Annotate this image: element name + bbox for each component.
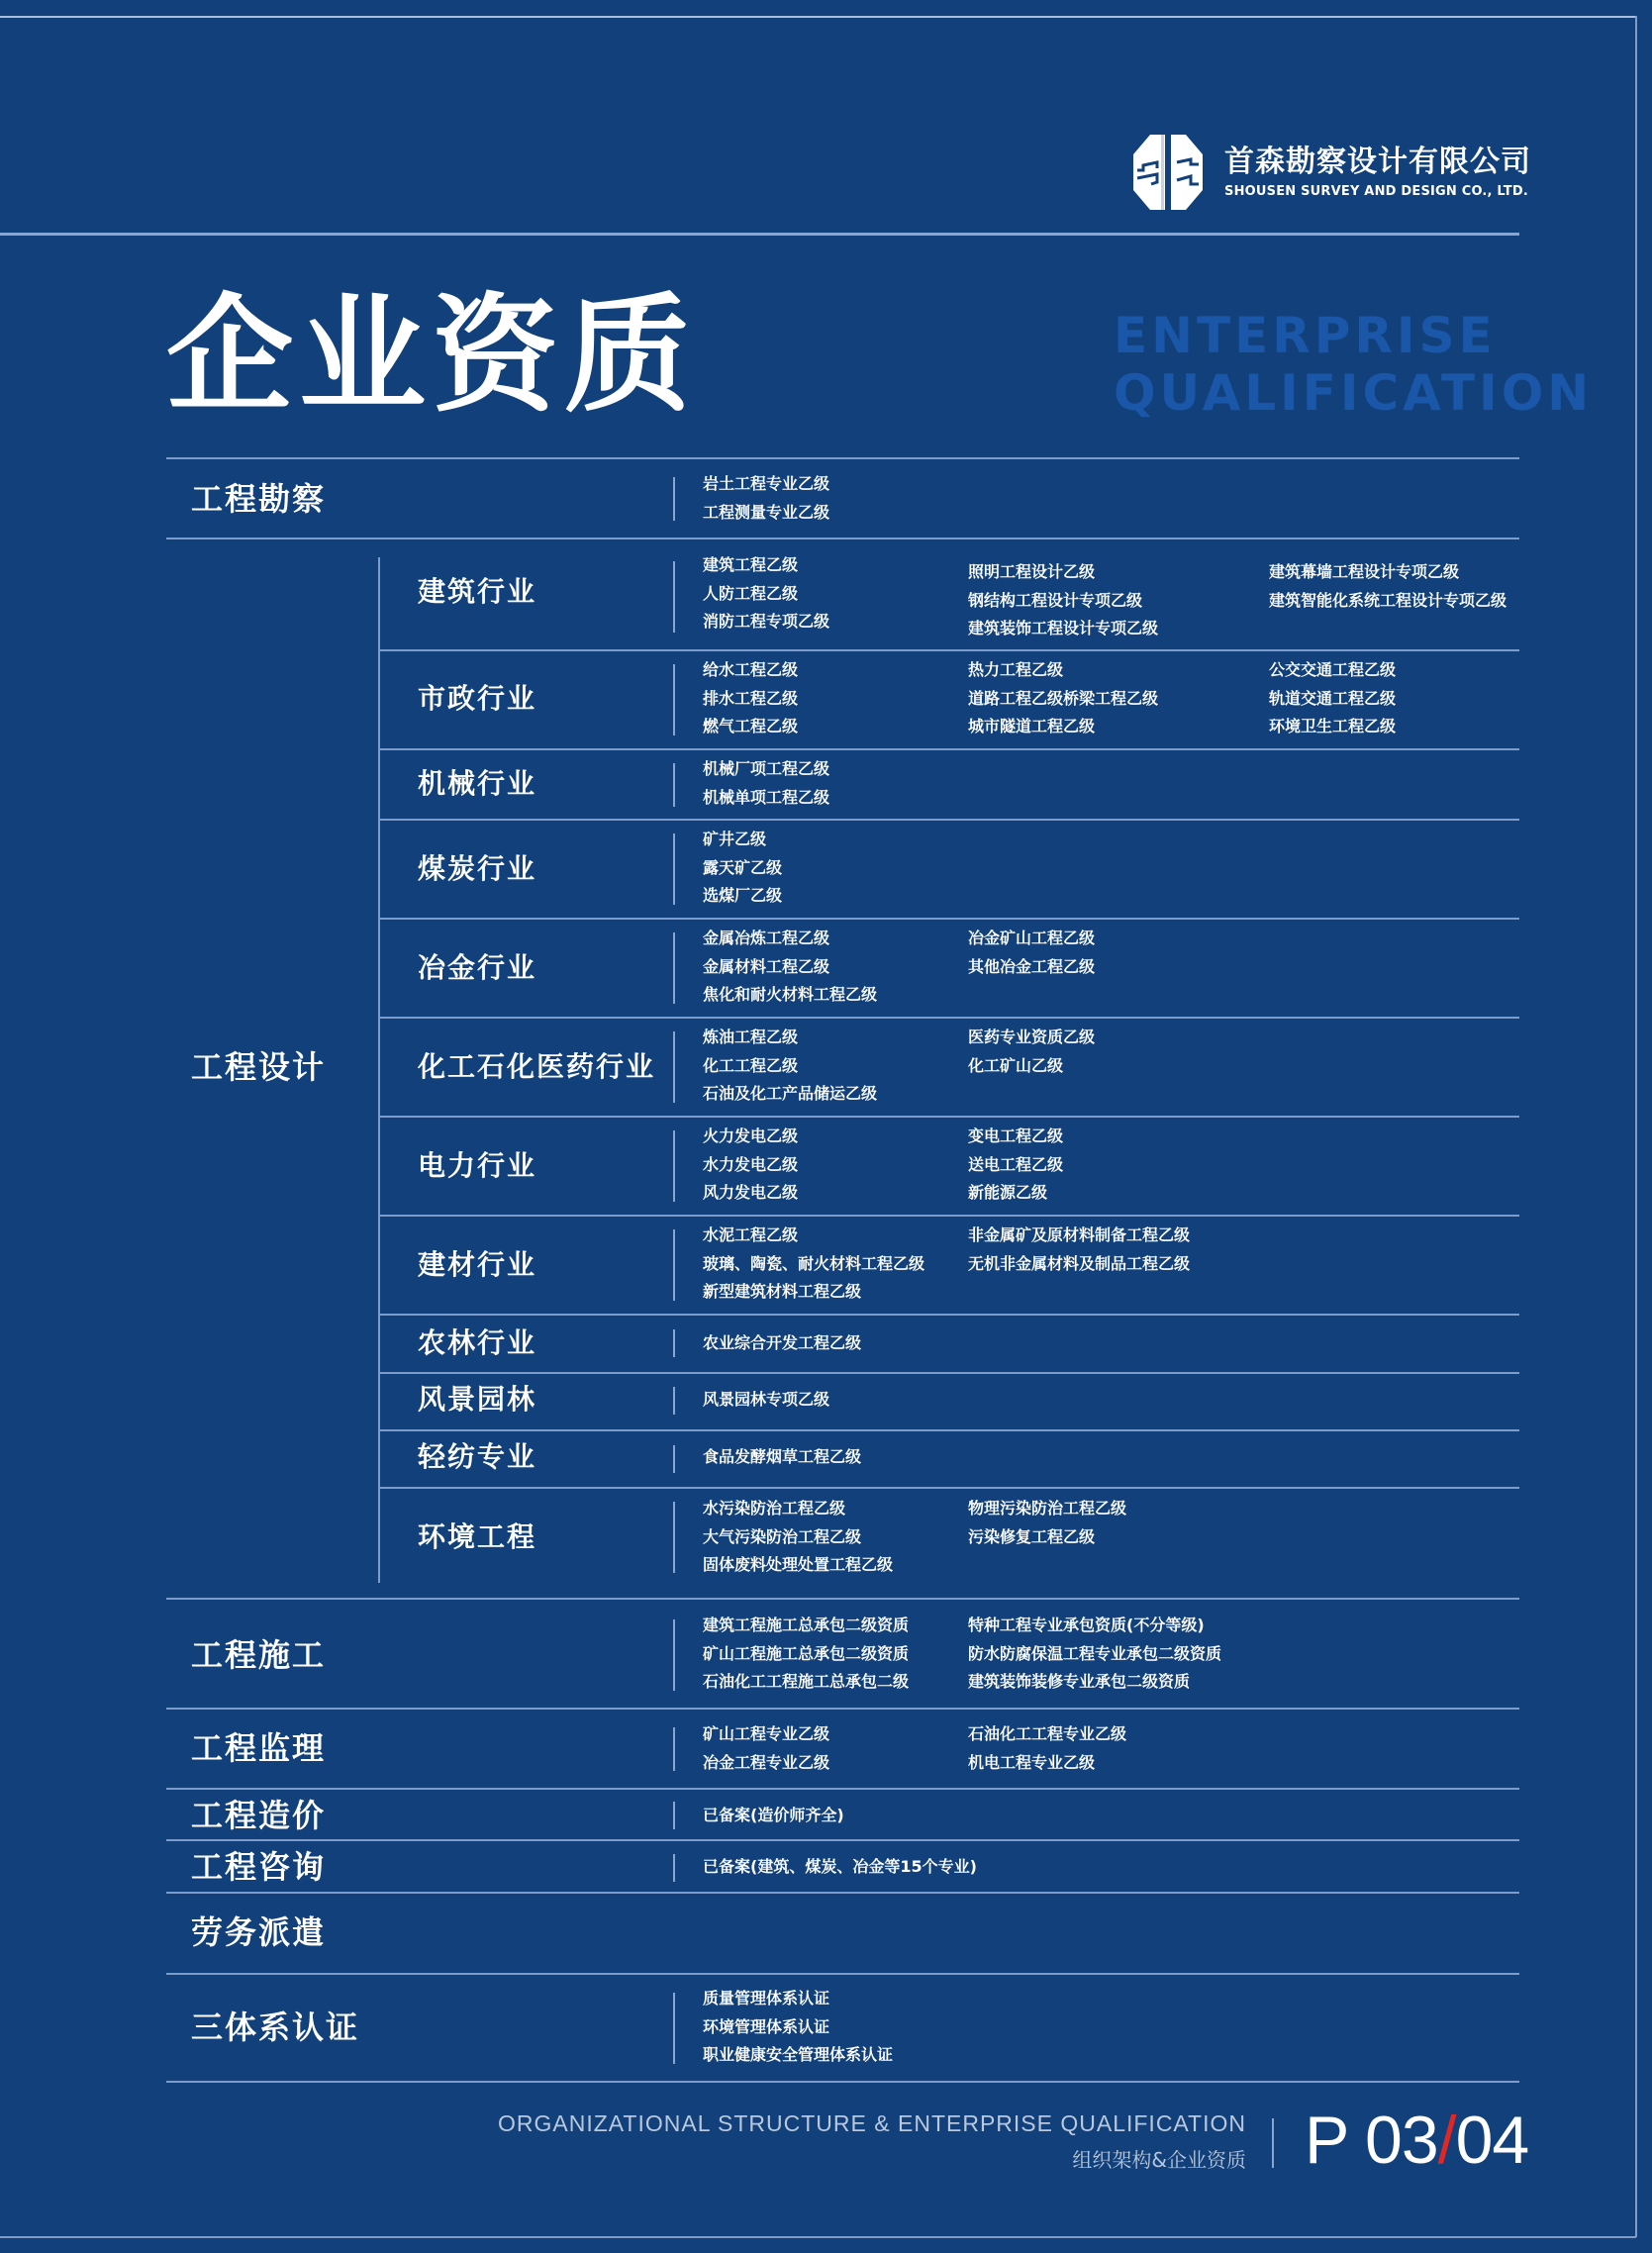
row-marker <box>673 1854 675 1882</box>
company-logo <box>1133 131 1531 214</box>
row-marker <box>673 1130 675 1202</box>
qual-item: 岩土工程专业乙级 <box>703 474 830 493</box>
qual-item: 建筑装饰工程设计专项乙级 <box>968 619 1159 637</box>
qual-item: 燃气工程乙级 <box>703 717 799 735</box>
qual-column <box>703 1985 893 2070</box>
qual-item: 机械单项工程乙级 <box>703 787 830 807</box>
qual-column <box>968 656 1158 741</box>
qual-item: 农业综合开发工程乙级 <box>703 1333 862 1352</box>
qual-column <box>703 1443 861 1472</box>
qual-item: 水污染防治工程乙级 <box>703 1499 846 1518</box>
qual-item: 金属材料工程乙级 <box>703 956 830 976</box>
qual-item: 机电工程专业乙级 <box>968 1752 1096 1772</box>
qual-item: 特种工程专业承包资质(不分等级) <box>968 1616 1205 1634</box>
qual-column <box>703 925 877 1010</box>
footer-section-en: ORGANIZATIONAL STRUCTURE & ENTERPRISE QUALIFICATION <box>498 2110 1246 2136</box>
qual-item: 物理污染防治工程乙级 <box>968 1499 1127 1518</box>
row-marker <box>673 1445 675 1473</box>
qual-item: 给水工程乙级 <box>703 660 799 679</box>
qual-column <box>703 1495 893 1580</box>
qual-item: 水力发电乙级 <box>703 1154 799 1174</box>
subsection-rule <box>379 649 1519 651</box>
qual-column <box>1269 656 1396 741</box>
subcategory-environmental: 环境工程 <box>418 1520 537 1553</box>
row-marker <box>673 1993 675 2064</box>
subcategory-building-materials: 建材行业 <box>418 1248 537 1281</box>
qual-item: 工程测量专业乙级 <box>703 502 830 522</box>
qual-column <box>1269 558 1506 615</box>
row-marker <box>673 1387 675 1415</box>
qual-item: 固体废料处理处置工程乙级 <box>703 1555 894 1574</box>
survey-items <box>703 470 829 527</box>
qual-item: 道路工程乙级桥梁工程乙级 <box>968 688 1159 708</box>
qual-item: 冶金工程专业乙级 <box>703 1752 830 1772</box>
qual-item: 选煤厂乙级 <box>703 886 783 905</box>
qual-item: 无机非金属材料及制品工程乙级 <box>968 1253 1191 1273</box>
qual-item: 环境管理体系认证 <box>703 2016 830 2036</box>
row-marker <box>673 1329 675 1357</box>
qual-item: 防水防腐保温工程专业承包二级资质 <box>968 1643 1222 1663</box>
qual-item: 火力发电乙级 <box>703 1126 799 1145</box>
qual-item: 水泥工程乙级 <box>703 1225 799 1244</box>
qual-item: 建筑装饰装修专业承包二级资质 <box>968 1672 1191 1691</box>
qual-column <box>968 1495 1126 1551</box>
qual-item: 露天矿乙级 <box>703 857 783 877</box>
qual-column <box>968 1612 1221 1697</box>
category-cost: 工程造价 <box>191 1797 327 1834</box>
page-title: 企业资质 <box>166 282 698 430</box>
subcategory-architecture: 建筑行业 <box>418 575 537 608</box>
qual-item: 石油化工工程施工总承包二级 <box>703 1672 910 1691</box>
qual-column <box>703 1386 829 1415</box>
title-en-line2: QUALIFICATION <box>1114 364 1594 422</box>
subcategory-agriculture: 农林行业 <box>418 1326 537 1359</box>
page-separator: / <box>1437 2103 1456 2178</box>
qual-item: 金属冶炼工程乙级 <box>703 929 830 947</box>
subcategory-light-textile: 轻纺专业 <box>418 1440 537 1473</box>
qual-item: 炼油工程乙级 <box>703 1028 799 1046</box>
qual-item: 建筑工程施工总承包二级资质 <box>703 1616 910 1634</box>
row-marker <box>673 1031 675 1103</box>
row-marker <box>673 1502 675 1573</box>
qual-item: 矿井乙级 <box>703 830 767 848</box>
category-construction: 工程施工 <box>191 1636 327 1674</box>
qual-item: 石油及化工产品储运乙级 <box>703 1084 878 1103</box>
qual-item: 人防工程乙级 <box>703 583 799 603</box>
qual-item: 化工工程乙级 <box>703 1055 799 1075</box>
qual-item: 食品发酵烟草工程乙级 <box>703 1447 862 1466</box>
qual-item: 消防工程专项乙级 <box>703 612 830 631</box>
subsection-rule <box>379 1116 1519 1118</box>
qual-column <box>968 558 1158 643</box>
qual-item: 石油化工工程专业乙级 <box>968 1724 1127 1743</box>
row-marker <box>673 1802 675 1829</box>
qual-item: 污染修复工程乙级 <box>968 1526 1096 1546</box>
row-marker <box>673 763 675 807</box>
qual-column <box>703 551 829 637</box>
title-en-line1: ENTERPRISE <box>1114 307 1497 364</box>
qual-item: 风力发电乙级 <box>703 1183 799 1202</box>
qual-item: 建筑工程乙级 <box>703 555 799 574</box>
table-rule <box>166 457 1519 459</box>
qual-item: 职业健康安全管理体系认证 <box>703 2045 894 2064</box>
qual-item: 非金属矿及原材料制备工程乙级 <box>968 1225 1191 1244</box>
qual-item: 风景园林专项乙级 <box>703 1390 830 1409</box>
qual-item: 已备案(建筑、煤炭、冶金等15个专业) <box>703 1857 977 1876</box>
qual-item: 大气污染防治工程乙级 <box>703 1526 862 1546</box>
qual-column <box>703 1612 909 1697</box>
qual-column <box>968 1123 1063 1208</box>
category-supervision: 工程监理 <box>191 1729 327 1767</box>
qual-item: 医药专业资质乙级 <box>968 1028 1096 1046</box>
row-marker <box>673 1619 675 1691</box>
qual-column <box>968 925 1095 981</box>
frame-bottom-border <box>0 2236 1636 2238</box>
subcategory-power: 电力行业 <box>418 1149 537 1182</box>
qual-column <box>703 1222 924 1307</box>
category-consulting: 工程咨询 <box>191 1848 327 1886</box>
qual-item: 钢结构工程设计专项乙级 <box>968 590 1143 610</box>
subsection-rule <box>379 1372 1519 1374</box>
qual-item: 已备案(造价师齐全) <box>703 1806 844 1824</box>
qual-item: 其他冶金工程乙级 <box>968 956 1096 976</box>
qual-item: 矿山工程施工总承包二级资质 <box>703 1643 910 1663</box>
table-rule <box>166 1598 1519 1600</box>
qual-column <box>703 1024 877 1109</box>
table-rule <box>166 1788 1519 1790</box>
qual-item: 新型建筑材料工程乙级 <box>703 1282 862 1301</box>
row-marker <box>673 664 675 735</box>
qual-item: 变电工程乙级 <box>968 1126 1064 1145</box>
qual-item: 排水工程乙级 <box>703 688 799 708</box>
qual-column <box>703 1720 829 1777</box>
table-rule <box>166 1839 1519 1841</box>
qual-item: 送电工程乙级 <box>968 1154 1064 1174</box>
subcategory-metallurgy: 冶金行业 <box>418 951 537 984</box>
row-marker <box>673 561 675 633</box>
subsection-rule <box>379 1314 1519 1316</box>
qual-item: 新能源乙级 <box>968 1183 1048 1202</box>
qual-item: 冶金矿山工程乙级 <box>968 929 1096 947</box>
subsection-rule <box>379 1017 1519 1019</box>
page-title-en <box>1114 307 1593 422</box>
qual-column <box>703 1123 798 1208</box>
qual-item: 建筑智能化系统工程设计专项乙级 <box>1269 590 1507 610</box>
subcategory-machinery: 机械行业 <box>418 767 537 800</box>
subsection-rule <box>379 748 1519 750</box>
qual-item: 玻璃、陶瓷、耐火材料工程乙级 <box>703 1253 925 1273</box>
category-labor-dispatch: 劳务派遣 <box>191 1913 327 1951</box>
subsection-rule <box>379 1487 1519 1489</box>
row-marker <box>673 477 675 521</box>
qual-item: 质量管理体系认证 <box>703 1989 830 2008</box>
header-divider <box>0 233 1519 236</box>
table-rule <box>166 2081 1519 2083</box>
subsection-rule <box>379 1429 1519 1431</box>
qual-item: 矿山工程专业乙级 <box>703 1724 830 1743</box>
row-marker <box>673 1229 675 1301</box>
subsection-rule <box>379 918 1519 920</box>
page-number <box>1305 2103 1528 2178</box>
qual-column <box>703 656 798 741</box>
qual-item: 城市隧道工程乙级 <box>968 717 1096 735</box>
frame-right-border <box>1635 16 1637 2237</box>
subcategory-coal: 煤炭行业 <box>418 852 537 885</box>
frame-top-border <box>0 16 1636 18</box>
footer-divider <box>1272 2118 1274 2168</box>
subsection-rule <box>379 1215 1519 1217</box>
subcategory-landscape: 风景园林 <box>418 1383 537 1416</box>
page-current: 03 <box>1365 2103 1438 2178</box>
qual-item: 焦化和耐火材料工程乙级 <box>703 985 878 1004</box>
qual-column <box>968 1222 1190 1278</box>
qual-item: 照明工程设计乙级 <box>968 562 1096 581</box>
row-marker <box>673 1727 675 1771</box>
company-name-en: SHOUSEN SURVEY AND DESIGN CO., LTD. <box>1224 184 1528 199</box>
table-rule <box>166 1973 1519 1975</box>
qual-item: 化工矿山乙级 <box>968 1055 1064 1075</box>
qual-column <box>703 1329 861 1358</box>
page-prefix: P <box>1305 2103 1366 2178</box>
table-rule <box>166 538 1519 539</box>
qual-item: 热力工程乙级 <box>968 660 1064 679</box>
category-design: 工程设计 <box>191 1048 327 1086</box>
subcategory-chemical: 化工石化医药行业 <box>418 1050 656 1083</box>
qual-item: 环境卫生工程乙级 <box>1269 717 1397 735</box>
qual-item: 公交交通工程乙级 <box>1269 660 1397 679</box>
qual-item: 建筑幕墙工程设计专项乙级 <box>1269 562 1460 581</box>
table-rule <box>166 1892 1519 1894</box>
page-total: 04 <box>1455 2103 1529 2178</box>
row-marker <box>673 932 675 1004</box>
qual-column <box>968 1720 1126 1777</box>
subcategory-municipal: 市政行业 <box>418 682 537 715</box>
row-marker <box>673 833 675 905</box>
company-name-cn: 首森勘察设计有限公司 <box>1224 145 1531 179</box>
qual-column <box>703 826 782 911</box>
ss-logo-icon <box>1133 133 1203 212</box>
qual-item: 轨道交通工程乙级 <box>1269 688 1397 708</box>
subsection-rule <box>379 819 1519 821</box>
qual-column <box>703 755 829 812</box>
qual-column <box>968 1024 1095 1080</box>
category-certification: 三体系认证 <box>191 2008 360 2046</box>
category-survey: 工程勘察 <box>191 480 327 518</box>
qual-item: 机械厂项工程乙级 <box>703 759 830 778</box>
footer-section-cn: 组织架构&企业资质 <box>1072 2148 1246 2172</box>
table-rule <box>166 1708 1519 1710</box>
qual-column <box>703 1802 844 1830</box>
qual-column <box>703 1853 977 1882</box>
